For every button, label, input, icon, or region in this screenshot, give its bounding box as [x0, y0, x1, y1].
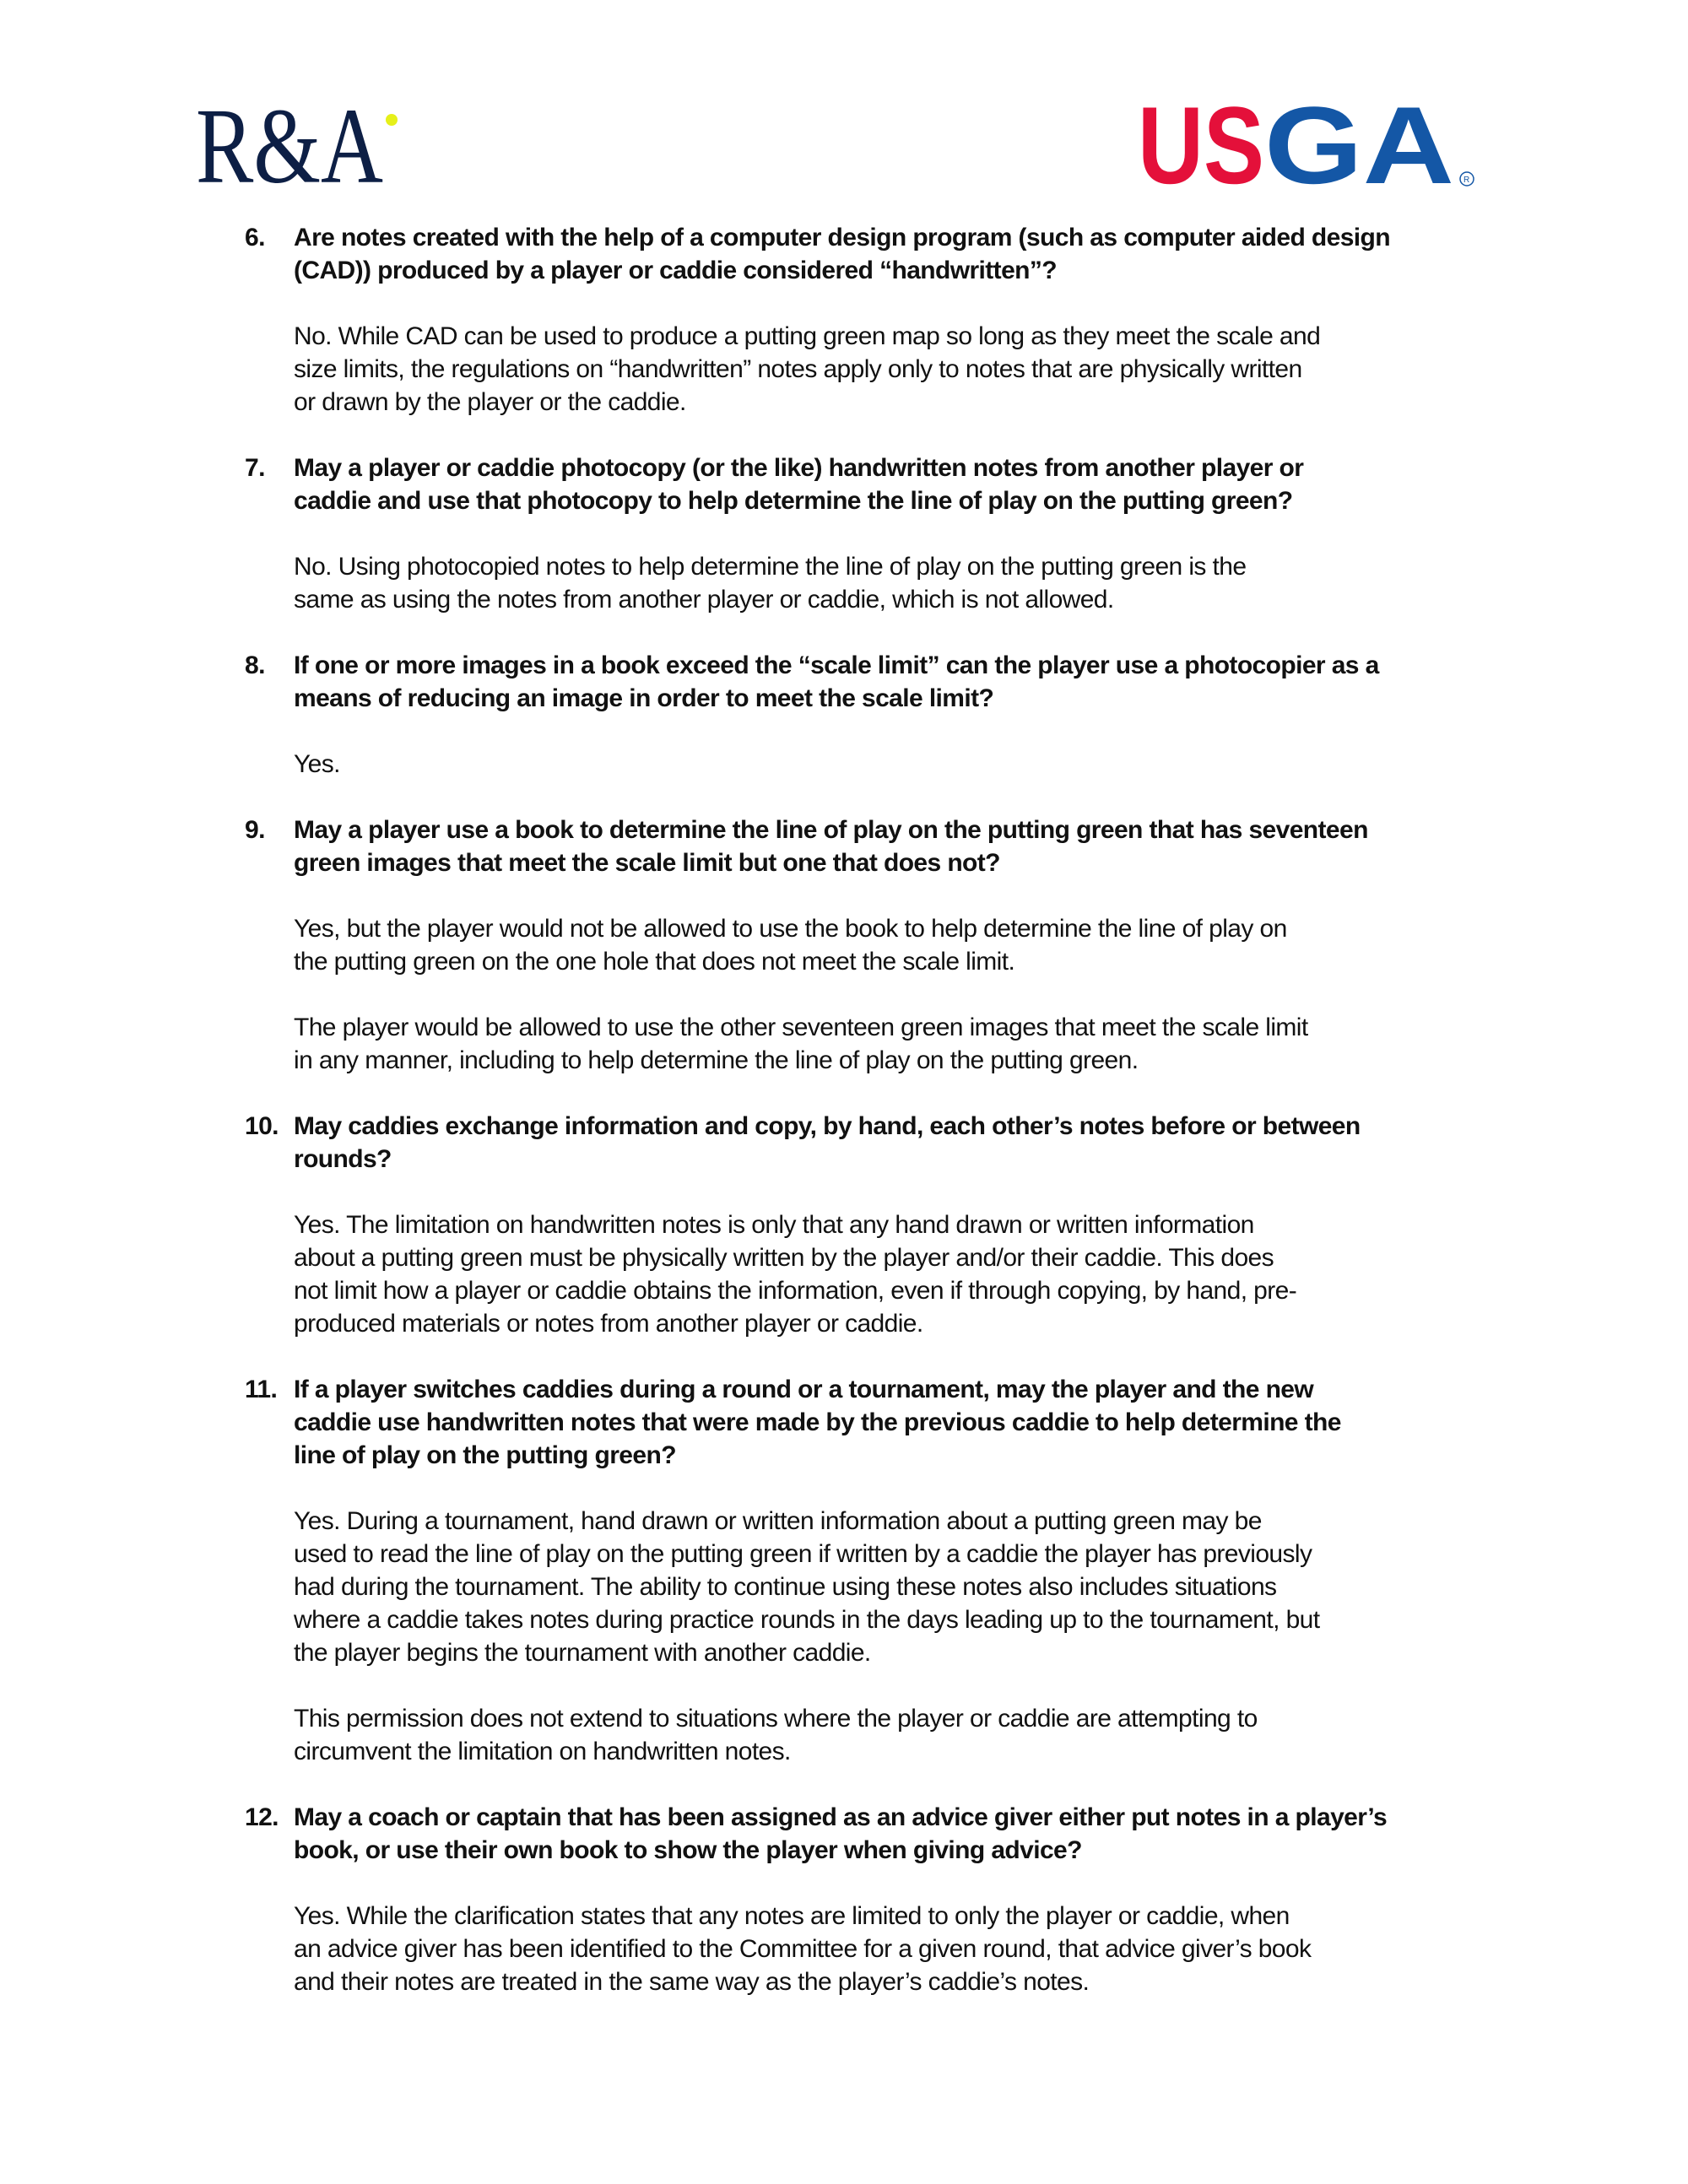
- question-number: 10.: [245, 1112, 279, 1140]
- answer-paragraph: [294, 320, 1494, 419]
- answer-line: Yes. The limitation on handwritten notes is only that any hand drawn or written information: [294, 1211, 1254, 1239]
- question-text: [294, 451, 1303, 517]
- question-line: May a coach or captain that has been assigned as an advice giver either put notes in a player’s: [294, 1803, 1388, 1831]
- question-number: 11.: [245, 1376, 278, 1403]
- question-line: means of reducing an image in order to meet the scale limit?: [294, 684, 994, 712]
- question-line: caddie and use that photocopy to help determine the line of play on the putting green?: [294, 487, 1293, 515]
- usga-logo: [1138, 95, 1475, 189]
- faq-item: [245, 1801, 1494, 1998]
- svg-text:US: US: [1138, 95, 1264, 189]
- faq-list: [245, 221, 1494, 2031]
- answer-line: had during the tournament. The ability to continue using these notes also includes situations: [294, 1573, 1277, 1601]
- answer-line: or drawn by the player or the caddie.: [294, 388, 686, 416]
- question-number: 9.: [245, 816, 265, 844]
- answer-line: circumvent the limitation on handwritten notes.: [294, 1738, 791, 1765]
- question-line: Are notes created with the help of a computer design program (such as computer aided design: [294, 224, 1390, 251]
- question: [245, 1110, 1494, 1176]
- answer-line: same as using the notes from another player or caddie, which is not allowed.: [294, 586, 1114, 614]
- answer-paragraph: [294, 1505, 1494, 1669]
- question: [245, 451, 1494, 517]
- answer-paragraph: [294, 912, 1494, 978]
- question-text: [294, 221, 1390, 287]
- svg-text:R: R: [1463, 176, 1470, 185]
- question-line: line of play on the putting green?: [294, 1441, 676, 1469]
- question-line: If one or more images in a book exceed the “scale limit” can the player use a photocopier as a: [294, 651, 1379, 679]
- question-number: 8.: [245, 651, 265, 679]
- answer-line: This permission does not extend to situations where the player or caddie are attempting to: [294, 1705, 1258, 1733]
- question-line: May a player or caddie photocopy (or the like) handwritten notes from another player or: [294, 454, 1304, 482]
- question-line: (CAD)) produced by a player or caddie considered “handwritten”?: [294, 257, 1058, 284]
- answer-paragraph: [294, 1011, 1494, 1077]
- answer-paragraph: [294, 1208, 1494, 1340]
- answer-line: No. Using photocopied notes to help determine the line of play on the putting green is the: [294, 553, 1247, 581]
- question-line: green images that meet the scale limit but one that does not?: [294, 849, 1000, 877]
- question: [245, 649, 1494, 715]
- question-line: If a player switches caddies during a round or a tournament, may the player and the new: [294, 1376, 1314, 1403]
- answer: [294, 320, 1494, 419]
- answer: [294, 912, 1494, 1077]
- answer-line: size limits, the regulations on “handwritten” notes apply only to notes that are physically written: [294, 355, 1302, 383]
- answer-line: The player would be allowed to use the other seventeen green images that meet the scale limit: [294, 1014, 1308, 1041]
- answer: [294, 1505, 1494, 1768]
- faq-item: [245, 814, 1494, 1077]
- answer-line: Yes. While the clarification states that any notes are limited to only the player or caddie, when: [294, 1902, 1290, 1930]
- answer-paragraph: [294, 748, 1494, 781]
- svg-text:GA: GA: [1264, 95, 1454, 189]
- faq-item: [245, 1373, 1494, 1768]
- answer-line: used to read the line of play on the putting green if written by a caddie the player has previously: [294, 1540, 1312, 1568]
- faq-item: [245, 1110, 1494, 1340]
- answer: [294, 748, 1494, 781]
- question-line: rounds?: [294, 1145, 392, 1173]
- faq-item: [245, 451, 1494, 616]
- answer: [294, 1208, 1494, 1340]
- question-text: [294, 814, 1368, 879]
- answer-line: where a caddie takes notes during practice rounds in the days leading up to the tournament, but: [294, 1606, 1320, 1634]
- ra-logo: [196, 95, 407, 189]
- question-number: 6.: [245, 224, 265, 251]
- answer-line: produced materials or notes from another player or caddie.: [294, 1310, 923, 1338]
- answer: [294, 550, 1494, 616]
- question-number: 7.: [245, 454, 265, 482]
- answer-paragraph: [294, 550, 1494, 616]
- question: [245, 1801, 1494, 1867]
- question-text: [294, 1110, 1361, 1176]
- answer-line: Yes. During a tournament, hand drawn or written information about a putting green may be: [294, 1507, 1262, 1535]
- answer-line: Yes, but the player would not be allowed to use the book to help determine the line of play on: [294, 915, 1287, 943]
- answer-line: not limit how a player or caddie obtains the information, even if through copying, by hand, pre-: [294, 1277, 1297, 1305]
- answer-line: No. While CAD can be used to produce a putting green map so long as they meet the scale and: [294, 322, 1321, 350]
- answer-line: in any manner, including to help determine the line of play on the putting green.: [294, 1046, 1139, 1074]
- answer-line: the putting green on the one hole that does not meet the scale limit.: [294, 948, 1015, 976]
- faq-item: [245, 649, 1494, 781]
- answer-line: the player begins the tournament with another caddie.: [294, 1639, 871, 1667]
- answer-line: an advice giver has been identified to the Committee for a given round, that advice giver’s book: [294, 1935, 1312, 1963]
- question-text: [294, 1373, 1341, 1472]
- answer: [294, 1900, 1494, 1998]
- answer-line: about a putting green must be physically written by the player and/or their caddie. This does: [294, 1244, 1274, 1272]
- question-number: 12.: [245, 1803, 279, 1831]
- question-line: caddie use handwritten notes that were made by the previous caddie to help determine the: [294, 1408, 1341, 1436]
- question: [245, 1373, 1494, 1472]
- answer-line: Yes.: [294, 750, 340, 778]
- answer-paragraph: [294, 1702, 1494, 1768]
- question-line: book, or use their own book to show the player when giving advice?: [294, 1836, 1082, 1864]
- svg-text:R&A: R&A: [196, 95, 383, 189]
- question: [245, 814, 1494, 879]
- answer-paragraph: [294, 1900, 1494, 1998]
- question: [245, 221, 1494, 287]
- question-line: May a player use a book to determine the line of play on the putting green that has seventeen: [294, 816, 1368, 844]
- question-line: May caddies exchange information and copy, by hand, each other’s notes before or between: [294, 1112, 1361, 1140]
- question-text: [294, 1801, 1387, 1867]
- faq-item: [245, 221, 1494, 419]
- question-text: [294, 649, 1379, 715]
- answer-line: and their notes are treated in the same way as the player’s caddie’s notes.: [294, 1968, 1090, 1996]
